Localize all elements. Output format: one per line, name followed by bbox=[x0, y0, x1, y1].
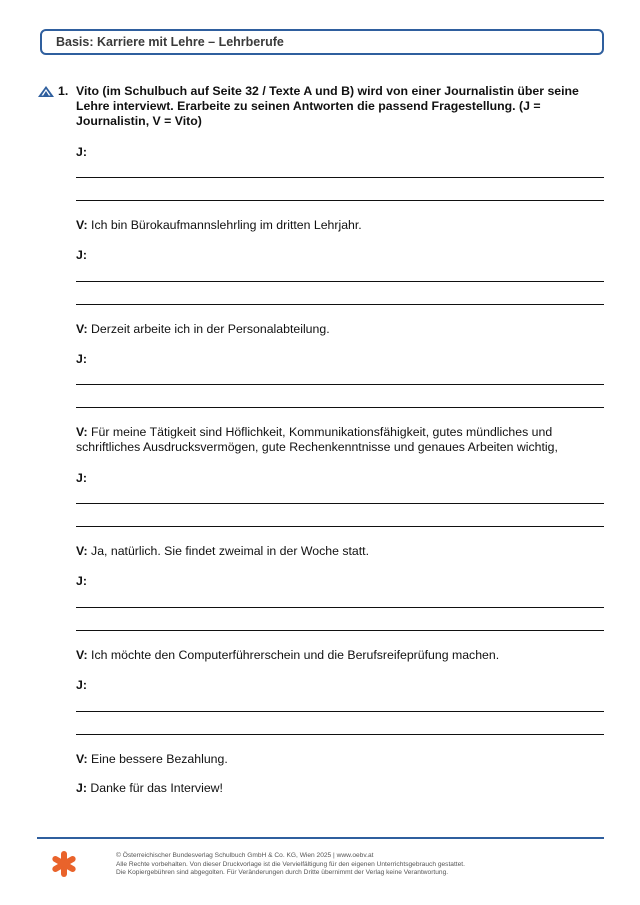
footer-divider bbox=[37, 837, 604, 839]
vito-answer: V: Eine bessere Bezahlung. bbox=[76, 752, 228, 766]
answer-line[interactable] bbox=[76, 734, 604, 735]
journalist-label: J: bbox=[76, 574, 87, 588]
footer-line: Die Kopiergebühren sind abgegolten. Für Veränderungen durch Dritte übernimmt der Verlag keine Verantwortung. bbox=[116, 869, 449, 877]
answer-line[interactable] bbox=[76, 607, 604, 608]
vito-answer: V: Ja, natürlich. Sie findet zweimal in der Woche statt. bbox=[76, 544, 369, 558]
vito-answer: V: Ich möchte den Computerführerschein und die Berufsreifeprüfung machen. bbox=[76, 648, 500, 662]
triangle-level-icon bbox=[38, 86, 54, 97]
vito-answer: V: Derzeit arbeite ich in der Personalabteilung. bbox=[76, 322, 330, 336]
task-number: 1. bbox=[58, 84, 69, 98]
journalist-label: J: bbox=[76, 145, 87, 159]
vito-answer: V: Ich bin Bürokaufmannslehrling im dritten Lehrjahr. bbox=[76, 218, 362, 232]
answer-line[interactable] bbox=[76, 200, 604, 201]
task-instruction: Vito (im Schulbuch auf Seite 32 / Texte A und B) wird von einer Journalistin über seine Lehre interviewt. Erarbeite zu seinen Antworten die passend Fragestellung. (J = Journalistin, V = Vito) bbox=[76, 84, 579, 128]
footer-line: © Österreichischer Bundesverlag Schulbuch GmbH & Co. KG, Wien 2025 | www.oebv.at bbox=[116, 852, 374, 859]
answer-line[interactable] bbox=[76, 384, 604, 385]
vito-answer: V: Für meine Tätigkeit sind Höflichkeit, Kommunikationsfähigkeit, gutes mündliches und schriftliches Ausdrucksvermögen, gute Rechenkenntnisse und genaues Arbeiten wichtig, bbox=[76, 425, 558, 454]
answer-line[interactable] bbox=[76, 526, 604, 527]
footer-copyright bbox=[116, 852, 596, 878]
answer-line[interactable] bbox=[76, 630, 604, 631]
answer-line[interactable] bbox=[76, 177, 604, 178]
answer-line[interactable] bbox=[76, 711, 604, 712]
answer-line[interactable] bbox=[76, 407, 604, 408]
closing-line: J: Danke für das Interview! bbox=[76, 781, 223, 795]
answer-line[interactable] bbox=[76, 304, 604, 305]
journalist-label: J: bbox=[76, 352, 87, 366]
header-box bbox=[40, 29, 604, 55]
page-title: Basis: Karriere mit Lehre – Lehrberufe bbox=[56, 35, 284, 49]
journalist-label: J: bbox=[76, 471, 87, 485]
footer-line: Alle Rechte vorbehalten. Von dieser Druckvorlage ist die Vervielfältigung für den eigenen Unterrichtsgebrauch gestattet. bbox=[116, 860, 465, 868]
answer-line[interactable] bbox=[76, 281, 604, 282]
journalist-label: J: bbox=[76, 248, 87, 262]
answer-line[interactable] bbox=[76, 503, 604, 504]
oebv-star-logo-icon bbox=[50, 851, 78, 877]
journalist-label: J: bbox=[76, 678, 87, 692]
